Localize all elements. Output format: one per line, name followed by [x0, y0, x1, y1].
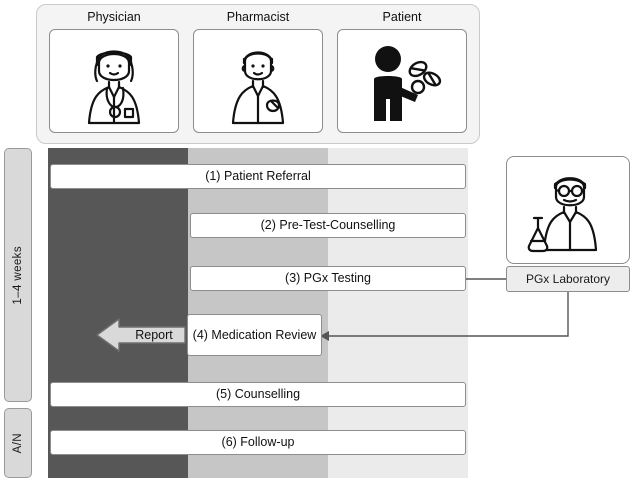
step-follow-up[interactable]: [50, 430, 466, 455]
pgx-laboratory-label[interactable]: [506, 266, 630, 292]
step-1-label: (1) Patient Referral: [205, 169, 311, 184]
actors-panel: [36, 4, 480, 144]
step-pre-test-counselling[interactable]: [190, 213, 466, 238]
step-patient-referral[interactable]: [50, 164, 466, 189]
step-5-label: (5) Counselling: [215, 387, 301, 402]
lane-physician: [48, 148, 188, 478]
patient-with-pills-icon: [356, 35, 448, 127]
time-bar-weeks-label: 1–4 weeks: [12, 245, 24, 305]
time-bar-weeks: [4, 148, 32, 402]
physician-avatar-icon: [71, 35, 157, 127]
actor-label-patient: Patient: [382, 10, 422, 24]
step-pgx-testing[interactable]: [190, 266, 466, 291]
step-medication-review[interactable]: [187, 314, 322, 356]
actor-label-physician: Physician: [87, 10, 141, 24]
actor-card-patient[interactable]: [337, 29, 467, 133]
lab-scientist-icon: [518, 164, 618, 256]
actor-card-physician[interactable]: [49, 29, 179, 133]
time-bar-an: [4, 408, 32, 478]
lane-pharmacist: [188, 148, 328, 478]
time-bar-an-label: A/N: [12, 432, 24, 454]
lane-patient: [328, 148, 468, 478]
step-counselling[interactable]: [50, 382, 466, 407]
pgx-laboratory-card[interactable]: [506, 156, 630, 264]
report-label: Report: [135, 328, 173, 342]
pgx-laboratory-label-text: PGx Laboratory: [525, 272, 611, 286]
step-6-label: (6) Follow-up: [221, 435, 295, 450]
actor-label-pharmacist: Pharmacist: [226, 10, 290, 24]
step-2-label: (2) Pre-Test-Counselling: [260, 218, 396, 233]
step-4-label: (4) Medication Review: [192, 327, 317, 342]
step-3-label: (3) PGx Testing: [285, 271, 371, 286]
pharmacist-avatar-icon: [215, 35, 301, 127]
swimlane-background: [48, 148, 468, 478]
actor-card-pharmacist[interactable]: [193, 29, 323, 133]
